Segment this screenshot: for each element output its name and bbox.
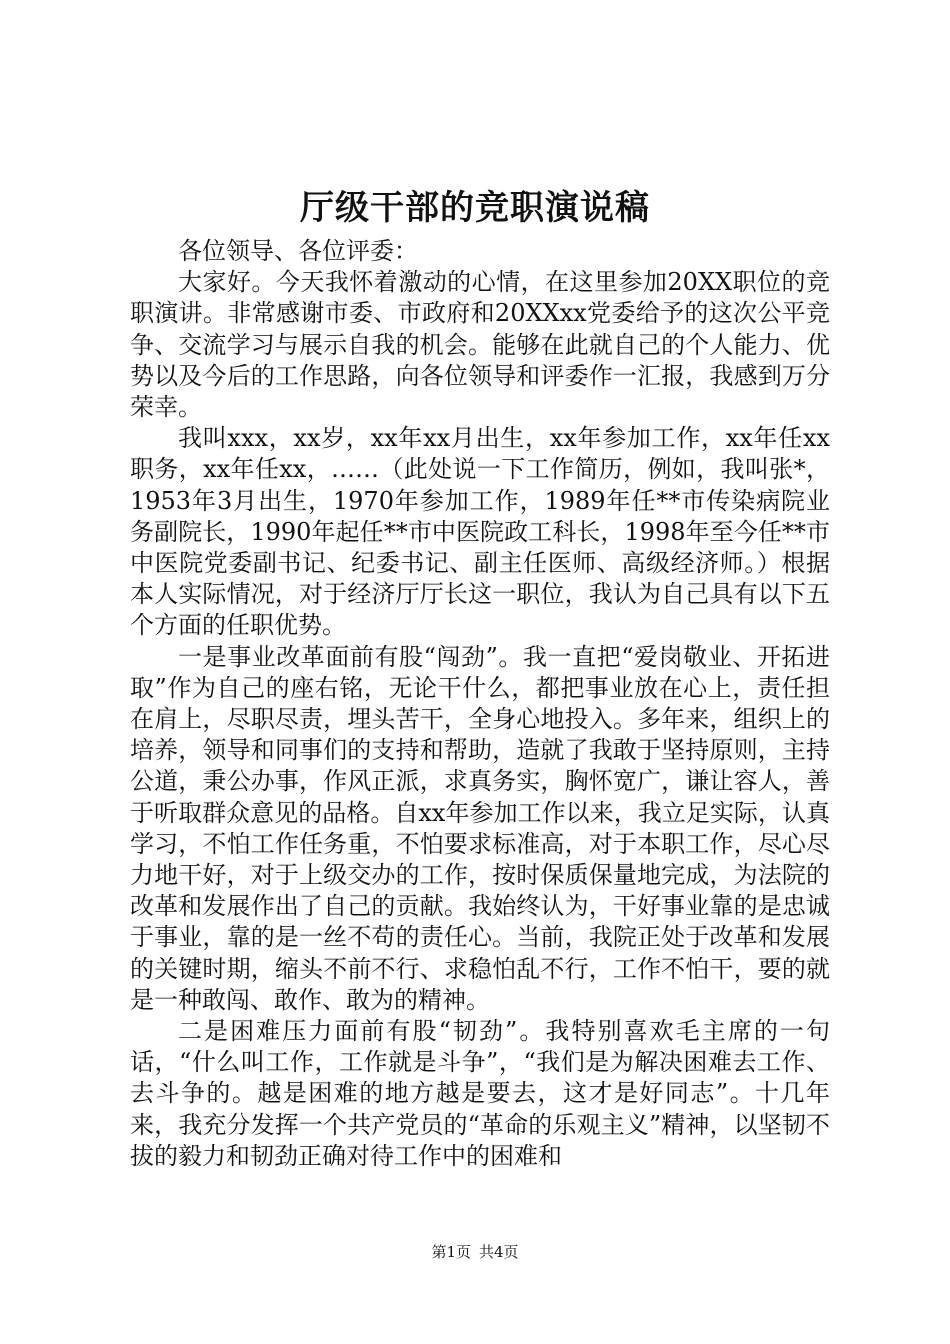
paragraph-salutation: 各位领导、各位评委： <box>178 237 418 265</box>
total-pages: 共4页 <box>479 1243 519 1261</box>
document-body <box>130 236 830 1172</box>
document-title: 厅级干部的竞职演说稿 <box>300 188 650 228</box>
paragraph-self-introduction: 我叫xxx，xx岁，xx年xx月出生，xx年参加工作，xx年任xx职务，xx年任xx，……（此处说一下工作简历，例如，我叫张*，1953年3月出生，1970年参加工作，1989年任**市传染病院业务副院长，1990年起任**市中医院政工科长，1998年至今任**市中医院党委副书记、纪委书记、副主任医师、高级经济师。）根据本人实际情况，对于经济厅厅长这一职位，我认为自己具有以下五个方面的任职优势。 <box>130 424 830 640</box>
paragraph-advantage-one: 一是事业改革面前有股“闯劲”。我一直把“爱岗敬业、开拓进取”作为自己的座右铭，无论干什么，都把事业放在心上，责任担在肩上，尽职尽责，埋头苦干，全身心地投入。多年来，组织上的培养，领导和同事们的支持和帮助，造就了我敢于坚持原则，主持公道，秉公办事，作风正派，求真务实，胸怀宽广，谦让容人，善于听取群众意见的品格。自xx年参加工作以来，我立足实际，认真学习，不怕工作任务重，不怕要求标准高，对于本职工作，尽心尽力地干好，对于上级交办的工作，按时保质保量地完成，为法院的改革和发展作出了自己的贡献。我始终认为，干好事业靠的是忠诚于事业，靠的是一丝不苟的责任心。当前，我院正处于改革和发展的关键时期，缩头不前不行、求稳怕乱不行，工作不怕干，要的就是一种敢闯、敢作、敢为的精神。 <box>130 642 830 1014</box>
page-number: 第1页 <box>431 1243 471 1261</box>
paragraph-greeting: 大家好。今天我怀着激动的心情，在这里参加20XX职位的竞职演讲。非常感谢市委、市政府和20XXxx党委给予的这次公平竞争、交流学习与展示自我的机会。能够在此就自己的个人能力、优势以及今后的工作思路，向各位领导和评委作一汇报，我感到万分荣幸。 <box>130 268 830 422</box>
paragraph-advantage-two: 二是困难压力面前有股“韧劲”。我特别喜欢毛主席的一句话，“什么叫工作，工作就是斗争”，“我们是为解决困难去工作、去斗争的。越是困难的地方越是要去，这才是好同志”。十几年来，我充分发挥一个共产党员的“革命的乐观主义”精神，以坚韧不拔的毅力和韧劲正确对待工作中的困难和 <box>130 1017 830 1170</box>
page-footer <box>0 1242 950 1262</box>
